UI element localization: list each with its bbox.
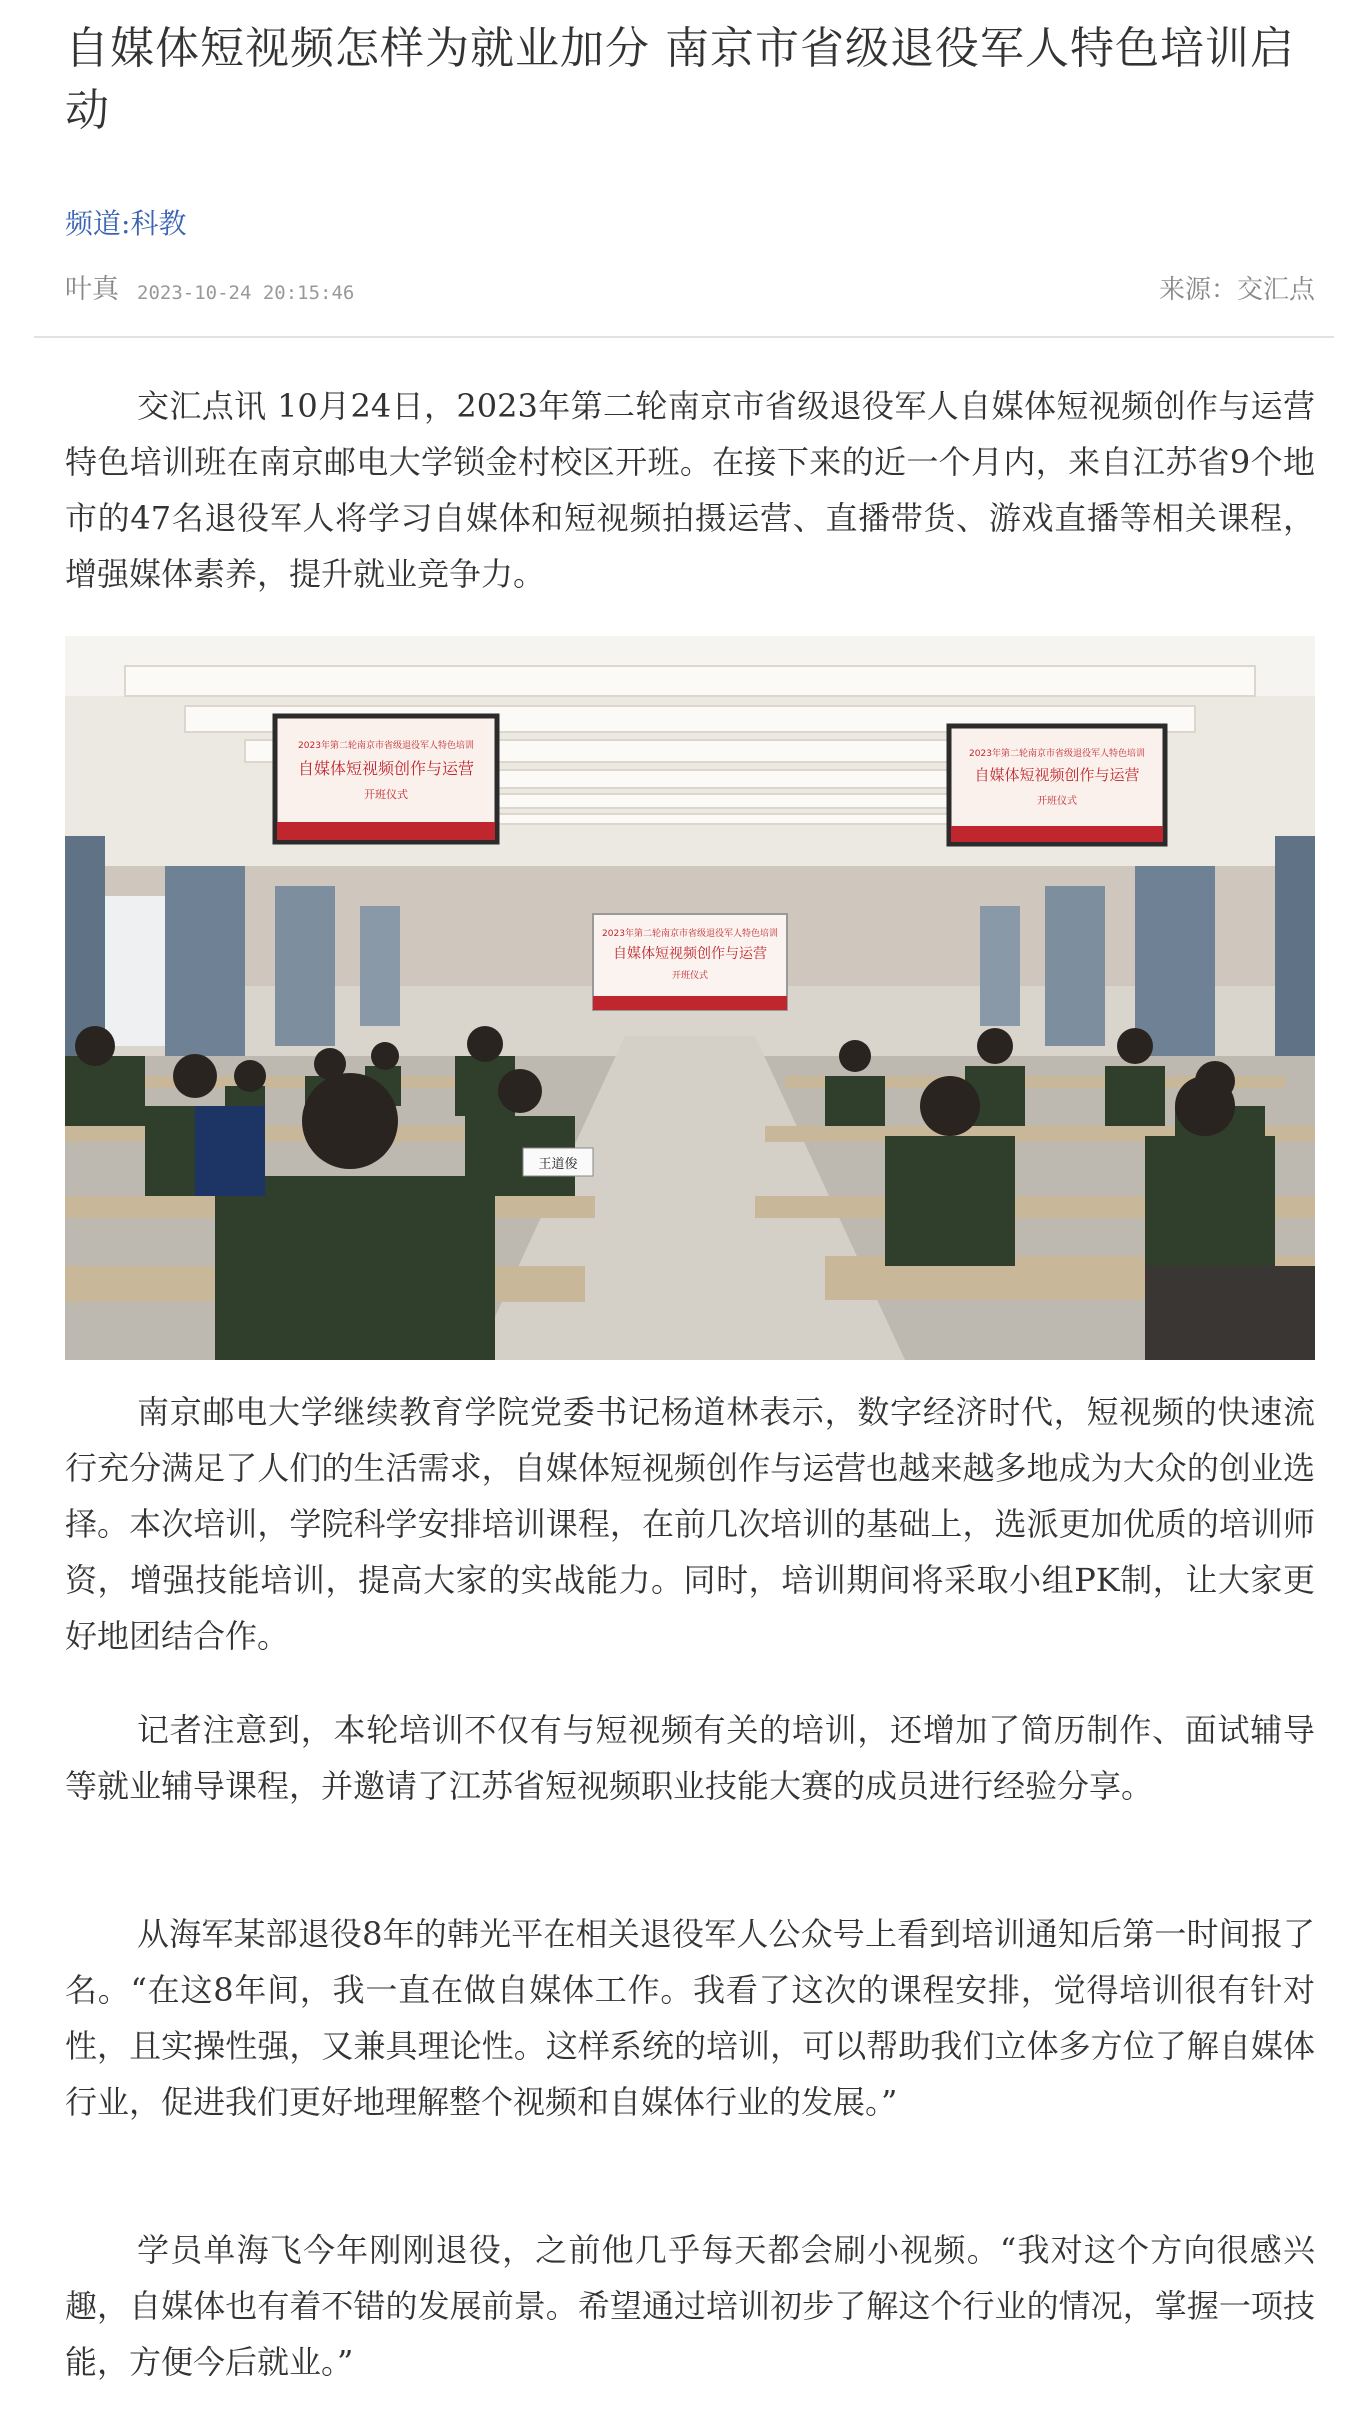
channel-link[interactable]: [65, 204, 186, 244]
hanging-screen-right: [949, 726, 1165, 844]
hanging-screen-left: [275, 716, 497, 842]
article-meta: [65, 268, 1315, 312]
article-title: 自媒体短视频怎样为就业加分 南京市省级退役军人特色培训启动: [65, 23, 1295, 136]
paragraph-1: 交汇点讯 10月24日，2023年第二轮南京市省级退役军人自媒体短视频创作与运营特色培训班在南京邮电大学锁金村校区开班。在接下来的近一个月内，来自江苏省9个地市的47名退役军人将学习自媒体和短视频拍摄运营、直播带货、游戏直播等相关课程，增强媒体素养，提升就业竞争力。: [65, 387, 1315, 593]
screen-text-right-1: 2023年第二轮南京市省级退役军人特色培训: [969, 749, 1145, 759]
screen-text-right-2: 自媒体短视频创作与运营: [974, 766, 1140, 784]
source: 来源：交汇点: [1158, 275, 1315, 305]
channel-label: 频道:: [65, 207, 131, 240]
screen-text-back-1: 2023年第二轮南京市省级退役军人特色培训: [602, 929, 778, 939]
paragraph-2: 南京邮电大学继续教育学院党委书记杨道林表示，数字经济时代，短视频的快速流行充分满足了人们的生活需求，自媒体短视频创作与运营也越来越多地成为大众的创业选择。本次培训，学院科学安排培训课程，在前几次培训的基础上，选派更加优质的培训师资，增强技能培训，提高大家的实战能力。同时，培训期间将采取小组PK制，让大家更好地团结合作。: [65, 1393, 1315, 1655]
paragraph-4: 从海军某部退役8年的韩光平在相关退役军人公众号上看到培训通知后第一时间报了名。“在这8年间，我一直在做自媒体工作。我看了这次的课程安排，觉得培训很有针对性，且实操性强，又兼具理论性。这样系统的培训，可以帮助我们立体多方位了解自媒体行业，促进我们更好地理解整个视频和自媒体行业的发展。”: [65, 1915, 1315, 2121]
publish-datetime: 2023-10-24 20:15:46: [137, 282, 355, 304]
article-photo: [65, 636, 1315, 1360]
nameplate-text: 王道俊: [538, 1157, 578, 1172]
screen-text-right-3: 开班仪式: [1037, 796, 1077, 807]
paragraph-5: 学员单海飞今年刚刚退役，之前他几乎每天都会刷小视频。“我对这个方向很感兴趣，自媒体也有着不错的发展前景。希望通过培训初步了解这个行业的情况，掌握一项技能，方便今后就业。”: [65, 2231, 1315, 2381]
paragraph-3: 记者注意到，本轮培训不仅有与短视频有关的培训，还增加了简历制作、面试辅导等就业辅导课程，并邀请了江苏省短视频职业技能大赛的成员进行经验分享。: [65, 1711, 1315, 1805]
screen-text-back-3: 开班仪式: [671, 971, 709, 981]
screen-text-left-3: 开班仪式: [364, 788, 408, 801]
screen-text-back-2: 自媒体短视频创作与运营: [613, 946, 767, 962]
screen-text-left-2: 自媒体短视频创作与运营: [297, 759, 475, 778]
author: 叶真: [65, 274, 119, 305]
screen-text-left-1: 2023年第二轮南京市省级退役军人特色培训: [298, 741, 474, 751]
channel-value[interactable]: 科教: [130, 207, 187, 240]
divider: [34, 336, 1334, 338]
